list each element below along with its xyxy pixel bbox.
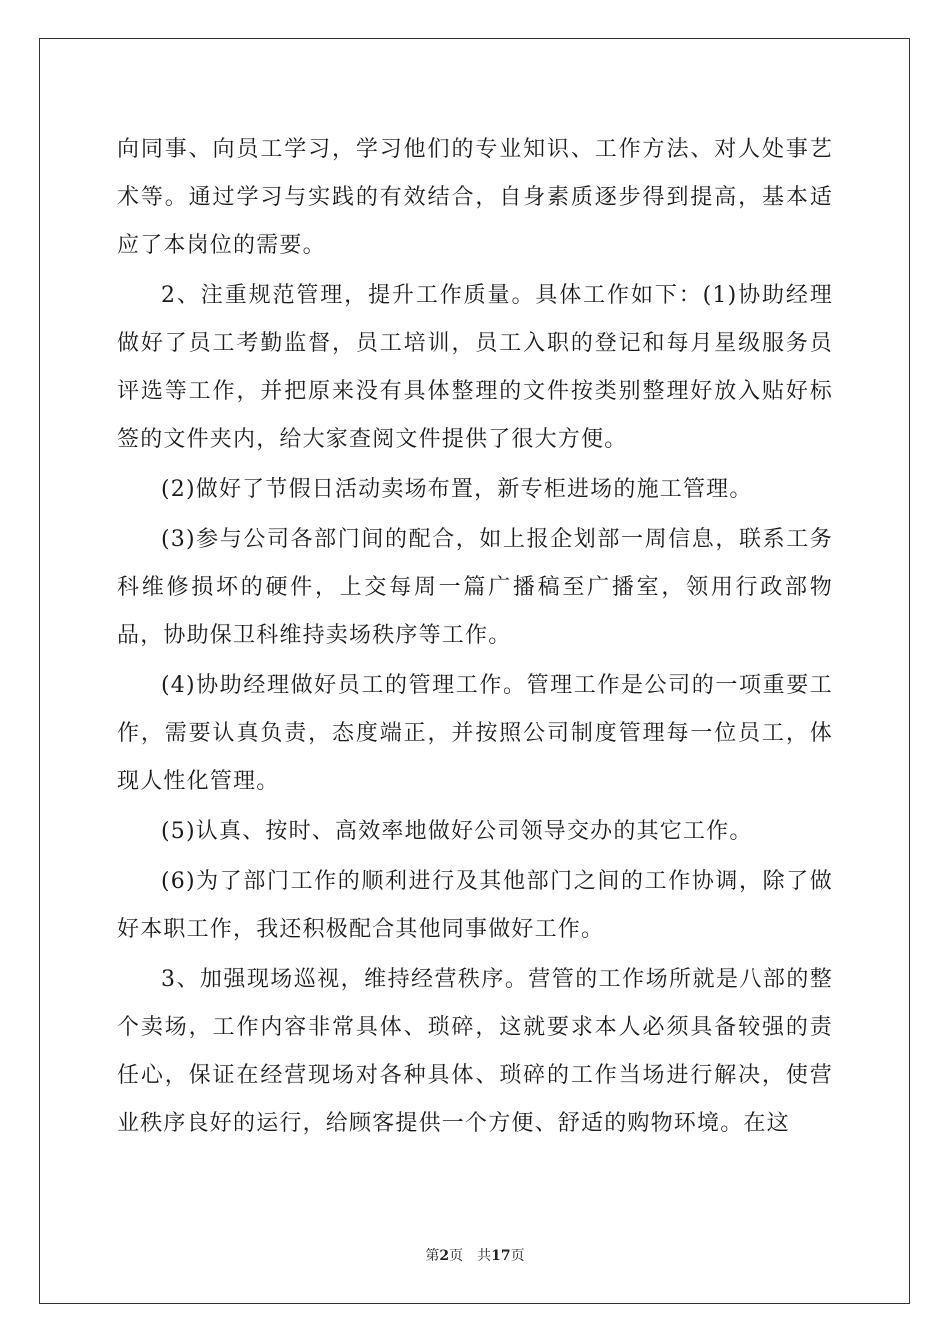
paragraph: (5)认真、按时、高效率地做好公司领导交办的其它工作。 [161, 819, 753, 844]
paragraph: (6)为了部门工作的顺利进行及其他部门之间的工作协调，除了做好本职工作，我还积极配合其他同事做好工作。 [117, 869, 833, 942]
paragraph: 2、注重规范管理，提升工作质量。具体工作如下：(1)协助经理做好了员工考勤监督，员工培训，员工入职的登记和每月星级服务员评选等工作，并把原来没有具体整理的文件按类别整理好放入贴好标签的文件夹内，给大家查阅文件提供了很大方便。 [117, 283, 833, 452]
document-body [117, 126, 833, 1148]
paragraph: (4)协助经理做好员工的管理工作。管理工作是公司的一项重要工作，需要认真负责，态度端正，并按照公司制度管理每一位员工，体现人性化管理。 [117, 673, 833, 794]
paragraph: (3)参与公司各部门间的配合，如上报企划部一周信息，联系工务科维修损坏的硬件，上交每周一篇广播稿至广播室，领用行政部物品，协助保卫科维持卖场秩序等工作。 [117, 527, 833, 648]
page-footer [0, 1245, 950, 1265]
total-pages-label: 共17页 [477, 1248, 525, 1264]
paragraph: 3、加强现场巡视，维持经营秩序。营管的工作场所就是八部的整个卖场，工作内容非常具体、琐碎，这就要求本人必须具备较强的责任心，保证在经营现场对各种具体、琐碎的工作当场进行解决，使营业秩序良好的运行，给顾客提供一个方便、舒适的购物环境。在这 [117, 967, 833, 1136]
paragraph: (2)做好了节假日活动卖场布置，新专柜进场的施工管理。 [161, 477, 753, 502]
page-number-label: 第2页 [425, 1248, 464, 1264]
paragraph: 向同事、向员工学习，学习他们的专业知识、工作方法、对人处事艺术等。通过学习与实践的有效结合，自身素质逐步得到提高，基本适应了本岗位的需要。 [117, 137, 833, 258]
